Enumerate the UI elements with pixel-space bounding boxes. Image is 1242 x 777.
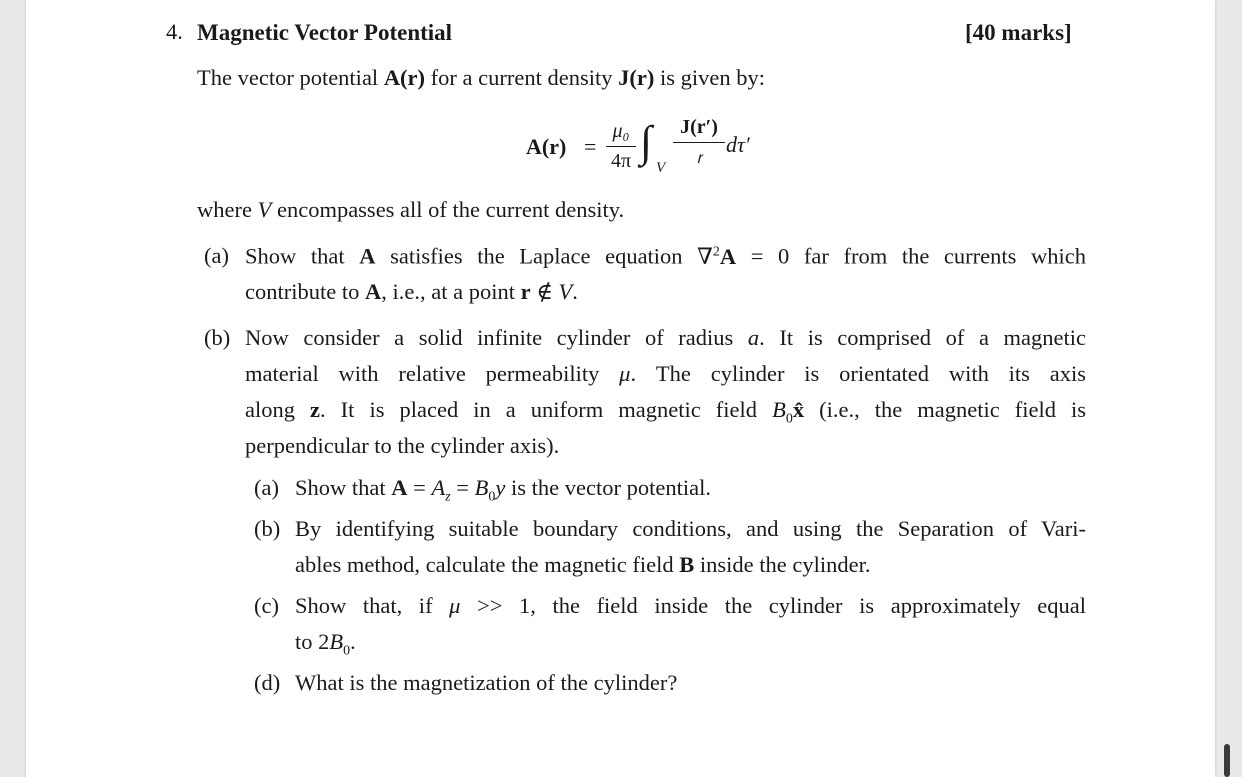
part-a-line-2: contribute to A, i.e., at a point r ∉ V. [245, 279, 578, 304]
question-title: Magnetic Vector Potential [197, 20, 453, 45]
subpart-a-text: Show that $A = A_z = B_0y$ is the vector potential. [295, 475, 711, 505]
part-b-label: (b) [204, 325, 231, 350]
vector-potential-equation: A(r) = μ₀ 4π ∫ V J(r′) ꭇ dτ′ [526, 116, 750, 176]
part-a-label: (a) [204, 243, 229, 268]
intro-line: The vector potential A(r) for a current density J(r) is given by: [197, 65, 765, 90]
subpart-c-line-1: Show that, if μ >> 1, the field inside the cylinder is approximately equal [295, 593, 1086, 618]
question-number: 4. [166, 19, 183, 44]
scrollbar-thumb[interactable] [1224, 744, 1230, 777]
subpart-d-text: What is the magnetization of the cylinder? [295, 670, 678, 695]
part-b-line-3: along z. It is placed in a uniform magnetic field $B_0x̂$ (i.e., the magnetic field is [245, 397, 1087, 427]
part-b-line-2: material with relative permeability μ. The cylinder is orientated with its axis [245, 361, 1087, 386]
part-a-line-1: Show that A satisfies the Laplace equation ∇$^2$A = 0 far from the currents which [245, 243, 1086, 269]
subpart-a-label: (a) [254, 475, 279, 500]
subpart-b-line-1: By identifying suitable boundary conditions, and using the Separation of Vari- [295, 516, 1086, 541]
part-b-line-4: perpendicular to the cylinder axis). [245, 433, 560, 458]
where-line: where V encompasses all of the current density. [197, 197, 625, 222]
subpart-c-label: (c) [254, 593, 279, 618]
subpart-b-line-2: ables method, calculate the magnetic field B inside the cylinder. [295, 552, 871, 577]
subpart-d-label: (d) [254, 670, 281, 695]
subpart-b-label: (b) [254, 516, 281, 541]
question-marks: [40 marks] [965, 20, 1072, 45]
part-b-line-1: Now consider a solid infinite cylinder of radius a. It is comprised of a magnetic [245, 325, 1086, 350]
subpart-c-line-2: to $2B_0$. [295, 629, 356, 659]
